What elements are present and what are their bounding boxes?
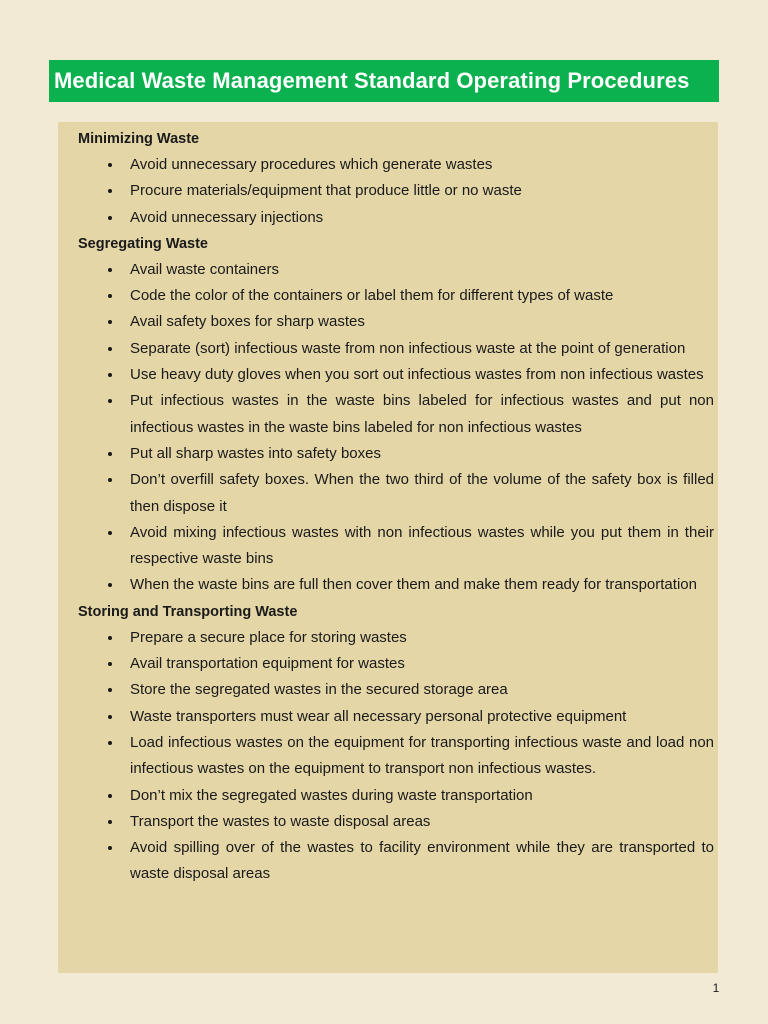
section-storing-transporting-waste [78,599,714,888]
section-heading: Segregating Waste [78,235,208,252]
list-item: Prepare a secure place for storing wastes [130,625,714,651]
list-item: When the waste bins are full then cover them and make them ready for transportation [130,572,714,598]
page-title: Medical Waste Management Standard Operating Procedures [54,68,690,93]
list-item: Avoid spilling over of the wastes to facility environment while they are transported to waste disposal areas [130,835,714,888]
section-segregating-waste [78,231,714,599]
list-item: Avail waste containers [130,257,714,283]
list-item: Transport the wastes to waste disposal areas [130,809,714,835]
list-item: Separate (sort) infectious waste from non infectious waste at the point of generation [130,336,714,362]
list-item: Procure materials/equipment that produce little or no waste [130,178,714,204]
list-item: Put infectious wastes in the waste bins labeled for infectious wastes and put non infectious wastes in the waste bins labeled for non infectious wastes [130,388,714,441]
page-number: 1 [712,981,720,995]
list-item: Load infectious wastes on the equipment for transporting infectious waste and load non infectious wastes on the equipment to transport non infectious wastes. [130,730,714,783]
list-item: Waste transporters must wear all necessary personal protective equipment [130,704,714,730]
list-item: Avail safety boxes for sharp wastes [130,309,714,335]
bullet-list [78,625,714,888]
bullet-list [78,152,714,231]
section-heading: Minimizing Waste [78,131,200,147]
list-item: Use heavy duty gloves when you sort out infectious wastes from non infectious wastes [130,362,714,388]
list-item: Don’t overfill safety boxes. When the two third of the volume of the safety box is filled then dispose it [130,467,714,520]
list-item: Put all sharp wastes into safety boxes [130,441,714,467]
list-item: Avail transportation equipment for wastes [130,651,714,677]
procedures-panel [58,122,718,973]
section-minimizing-waste [78,126,714,231]
list-item: Don’t mix the segregated wastes during waste transportation [130,783,714,809]
list-item: Avoid mixing infectious wastes with non infectious wastes while you put them in their respective waste bins [130,520,714,573]
title-banner [49,60,719,102]
list-item: Store the segregated wastes in the secured storage area [130,677,714,703]
list-item: Avoid unnecessary injections [130,205,714,231]
section-heading: Storing and Transporting Waste [78,603,298,620]
bullet-list [78,257,714,599]
list-item: Avoid unnecessary procedures which generate wastes [130,152,714,178]
list-item: Code the color of the containers or label them for different types of waste [130,283,714,309]
